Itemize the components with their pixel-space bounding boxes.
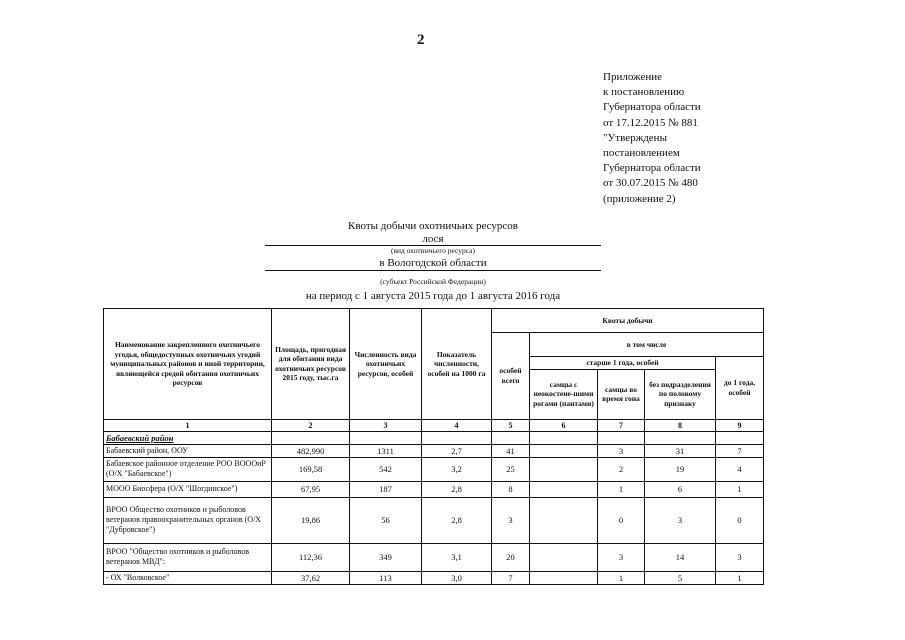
table-row [104,571,764,584]
row-count: 1311 [350,444,422,457]
row-nosex: 14 [645,543,716,571]
appendix-line: от 30.07.2015 № 480 [603,177,698,190]
column-number: 9 [716,419,764,431]
row-total: 7 [492,571,530,584]
row-name: Бабаевское районное отделение РОО ВОООиР (О/Х "Бабаевское") [104,457,272,481]
row-young: 1 [716,481,764,497]
row-name: ВРОО "Общество охотников и рыболовов ветеранов МВД": [104,543,272,571]
row-season: 3 [598,444,645,457]
row-young: 1 [716,571,764,584]
row-nosex: 19 [645,457,716,481]
region-caption: (субъект Российской Федерации) [380,277,486,286]
header-total: особей всего [492,333,530,420]
header-young: до 1 года, особей [716,357,764,420]
column-number: 4 [422,419,492,431]
appendix-line: (приложение 2) [603,192,676,205]
row-season: 1 [598,481,645,497]
row-season: 3 [598,543,645,571]
appendix-line: Губернатора области [603,162,701,175]
header-density: Показатель численности, особей на 1000 га [422,309,492,420]
row-season: 2 [598,457,645,481]
district-name: Бабаевский район [104,431,272,444]
column-number: 6 [530,419,598,431]
row-name: - ОХ "Волковское" [104,571,272,584]
row-young: 7 [716,444,764,457]
appendix-line: "Утверждены [603,131,667,144]
row-young: 3 [716,543,764,571]
row-count: 113 [350,571,422,584]
row-area: 482,990 [272,444,350,457]
row-count: 542 [350,457,422,481]
row-total: 3 [492,497,530,543]
period-text: на период с 1 августа 2015 года до 1 августа 2016 года [305,290,561,302]
column-number: 5 [492,419,530,431]
page-number: 2 [417,32,425,48]
row-males [530,543,598,571]
appendix-line: Губернатора области [603,101,701,114]
row-area: 67,95 [272,481,350,497]
header-older: старше 1 года, особей [530,357,716,370]
row-density: 2,8 [422,481,492,497]
row-density: 3,1 [422,543,492,571]
row-name: ВРОО Общество охотников и рыболовов ветеранов правоохранительных органов (О/Х "Дубровское") [104,497,272,543]
row-count: 187 [350,481,422,497]
row-total: 25 [492,457,530,481]
document-title: Квоты добычи охотничьих ресурсов [348,220,518,232]
appendix-line: Приложение [603,71,663,83]
row-nosex: 3 [645,497,716,543]
row-count: 349 [350,543,422,571]
row-area: 19,86 [272,497,350,543]
row-total: 8 [492,481,530,497]
row-nosex: 6 [645,481,716,497]
row-males [530,444,598,457]
row-total: 20 [492,543,530,571]
table-row [104,543,764,571]
table-row [104,457,764,481]
row-males [530,481,598,497]
header-area: Площадь, пригодная для обитания вида охотничьих ресурсов 2015 году, тыс.га [272,309,350,420]
appendix-line: постановлением [603,147,680,160]
row-nosex: 31 [645,444,716,457]
header-nosex: без подразделения по половому признаку [645,369,716,419]
column-number: 1 [104,419,272,431]
row-season: 1 [598,571,645,584]
row-area: 112,36 [272,543,350,571]
table-row [104,497,764,543]
row-season: 0 [598,497,645,543]
row-density: 2,7 [422,444,492,457]
row-area: 37,62 [272,571,350,584]
region-name: в Вологодской области [379,257,487,269]
row-males [530,497,598,543]
row-name: МООО Биосфера (О/Х "Шогдинское") [104,481,272,497]
header-males: самцы с неокостене-шими рогами (пантами) [530,369,598,419]
row-area: 169,58 [272,457,350,481]
row-name: Бабаевский район, ООУ [104,444,272,457]
underline [265,270,601,271]
resource-caption: (вид охотничьего ресурса) [390,246,475,255]
quota-table [103,308,764,585]
header-quota: Квоты добычи [492,309,764,333]
row-density: 3,2 [422,457,492,481]
row-young: 0 [716,497,764,543]
row-total: 41 [492,444,530,457]
header-name: Наименование закрепленного охотничьего угодья, общедоступных охотничьих угодий муниципальных районов и иной территории, являющейся средой обитания охотничьих ресурсов [104,309,272,420]
header-season: самцы во время гона [598,369,645,419]
row-density: 2,8 [422,497,492,543]
column-number: 2 [272,419,350,431]
appendix-line: к постановлению [603,86,685,99]
row-count: 56 [350,497,422,543]
row-nosex: 5 [645,571,716,584]
column-number: 8 [645,419,716,431]
column-number: 7 [598,419,645,431]
header-including: в том числе [530,333,764,357]
table-row [104,481,764,497]
table-row [104,444,764,457]
row-young: 4 [716,457,764,481]
appendix-block [603,70,701,207]
resource-name: лося [422,233,444,245]
row-males [530,457,598,481]
appendix-line: от 17.12.2015 № 881 [603,116,698,129]
header-count: Численность вида охотничьих ресурсов, особей [350,309,422,420]
row-males [530,571,598,584]
column-number: 3 [350,419,422,431]
row-density: 3,0 [422,571,492,584]
